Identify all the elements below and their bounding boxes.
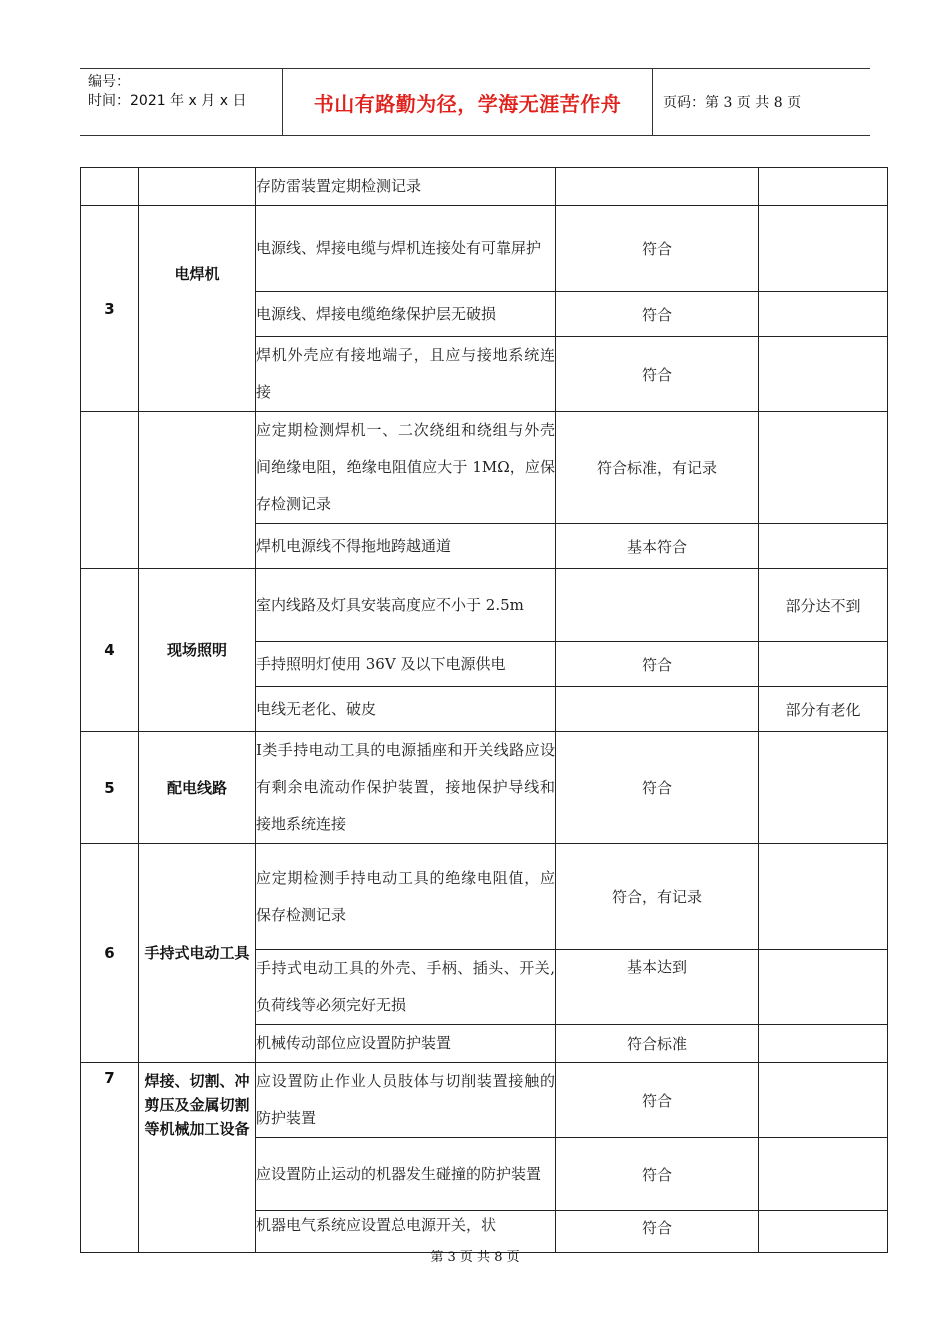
result-cell: 基本符合 bbox=[556, 524, 759, 569]
result-cell: 符合 bbox=[556, 732, 759, 844]
remark-cell: 部分达不到 bbox=[759, 569, 888, 642]
remark-cell bbox=[759, 524, 888, 569]
result-cell bbox=[556, 687, 759, 732]
result-cell: 符合 bbox=[556, 206, 759, 292]
table-row bbox=[81, 1063, 888, 1138]
row-item: 配电线路 bbox=[139, 732, 256, 844]
remark-cell bbox=[759, 1063, 888, 1138]
remark-cell: 部分有老化 bbox=[759, 687, 888, 732]
remark-cell bbox=[759, 168, 888, 206]
result-cell: 基本达到 bbox=[556, 950, 759, 1025]
table-row bbox=[81, 206, 888, 292]
requirement-cell: 电源线、焊接电缆绝缘保护层无破损 bbox=[256, 292, 556, 337]
header-page-number: 页码：第 3 页 共 8 页 bbox=[663, 95, 802, 111]
header-motto: 书山有路勤为径，学海无涯苦作舟 bbox=[283, 69, 653, 135]
result-cell: 符合标准 bbox=[556, 1025, 759, 1063]
table-row bbox=[81, 844, 888, 950]
result-cell: 符合，有记录 bbox=[556, 844, 759, 950]
requirement-cell: Ⅰ类手持电动工具的电源插座和开关线路应设有剩余电流动作保护装置，接地保护导线和接地系统连接 bbox=[256, 732, 556, 844]
remark-cell bbox=[759, 642, 888, 687]
row-item: 手持式电动工具 bbox=[139, 844, 256, 1063]
result-cell: 符合 bbox=[556, 1138, 759, 1211]
requirement-cell: 手持照明灯使用 36V 及以下电源供电 bbox=[256, 642, 556, 687]
requirement-cell: 应定期检测手持电动工具的绝缘电阻值，应保存检测记录 bbox=[256, 844, 556, 950]
remark-cell bbox=[759, 1025, 888, 1063]
inspection-table bbox=[80, 167, 888, 1253]
remark-cell bbox=[759, 412, 888, 524]
row-item bbox=[139, 412, 256, 569]
result-cell: 符合 bbox=[556, 1063, 759, 1138]
header-meta bbox=[80, 69, 283, 135]
requirement-cell: 机器电气系统应设置总电源开关，状 bbox=[256, 1211, 556, 1253]
page-header bbox=[80, 68, 870, 136]
result-cell bbox=[556, 168, 759, 206]
requirement-cell: 电源线、焊接电缆与焊机连接处有可靠屏护 bbox=[256, 206, 556, 292]
requirement-cell: 应定期检测焊机一、二次绕组和绕组与外壳间绝缘电阻，绝缘电阻值应大于 1MΩ，应保存检测记录 bbox=[256, 412, 556, 524]
table-row bbox=[81, 168, 888, 206]
requirement-cell: 应设置防止运动的机器发生碰撞的防护装置 bbox=[256, 1138, 556, 1211]
requirement-cell: 机械传动部位应设置防护装置 bbox=[256, 1025, 556, 1063]
remark-cell bbox=[759, 950, 888, 1025]
result-cell bbox=[556, 569, 759, 642]
row-number: 4 bbox=[81, 569, 139, 732]
remark-cell bbox=[759, 292, 888, 337]
result-cell: 符合标准，有记录 bbox=[556, 412, 759, 524]
remark-cell bbox=[759, 844, 888, 950]
result-cell: 符合 bbox=[556, 292, 759, 337]
item-label: 电焊机 bbox=[174, 264, 220, 283]
time-label: 时间：2021 年 x 月 x 日 bbox=[88, 93, 247, 109]
table-row bbox=[81, 412, 888, 524]
result-cell: 符合 bbox=[556, 1211, 759, 1253]
row-number: 5 bbox=[81, 732, 139, 844]
remark-cell bbox=[759, 1138, 888, 1211]
remark-cell bbox=[759, 206, 888, 292]
row-number bbox=[81, 168, 139, 206]
result-cell: 符合 bbox=[556, 337, 759, 412]
remark-cell bbox=[759, 732, 888, 844]
requirement-cell: 焊机电源线不得拖地跨越通道 bbox=[256, 524, 556, 569]
row-number: 7 bbox=[81, 1063, 139, 1253]
requirement-cell: 室内线路及灯具安装高度应不小于 2.5m bbox=[256, 569, 556, 642]
serial-label: 编号： bbox=[88, 74, 130, 90]
requirement-cell: 手持式电动工具的外壳、手柄、插头、开关,负荷线等必须完好无损 bbox=[256, 950, 556, 1025]
row-number bbox=[81, 412, 139, 569]
requirement-cell: 存防雷装置定期检测记录 bbox=[256, 168, 556, 206]
remark-cell bbox=[759, 337, 888, 412]
requirement-cell: 电线无老化、破皮 bbox=[256, 687, 556, 732]
row-item: 焊接、切割、冲剪压及金属切割等机械加工设备 bbox=[139, 1063, 256, 1253]
row-item bbox=[139, 206, 256, 412]
row-number: 3 bbox=[81, 206, 139, 412]
requirement-cell: 焊机外壳应有接地端子，且应与接地系统连接 bbox=[256, 337, 556, 412]
page-footer: 第 3 页 共 8 页 bbox=[430, 1250, 520, 1265]
row-item bbox=[139, 168, 256, 206]
result-cell: 符合 bbox=[556, 642, 759, 687]
row-number: 6 bbox=[81, 844, 139, 1063]
table-row bbox=[81, 569, 888, 642]
requirement-cell: 应设置防止作业人员肢体与切削装置接触的防护装置 bbox=[256, 1063, 556, 1138]
table-row bbox=[81, 732, 888, 844]
row-item: 现场照明 bbox=[139, 569, 256, 732]
